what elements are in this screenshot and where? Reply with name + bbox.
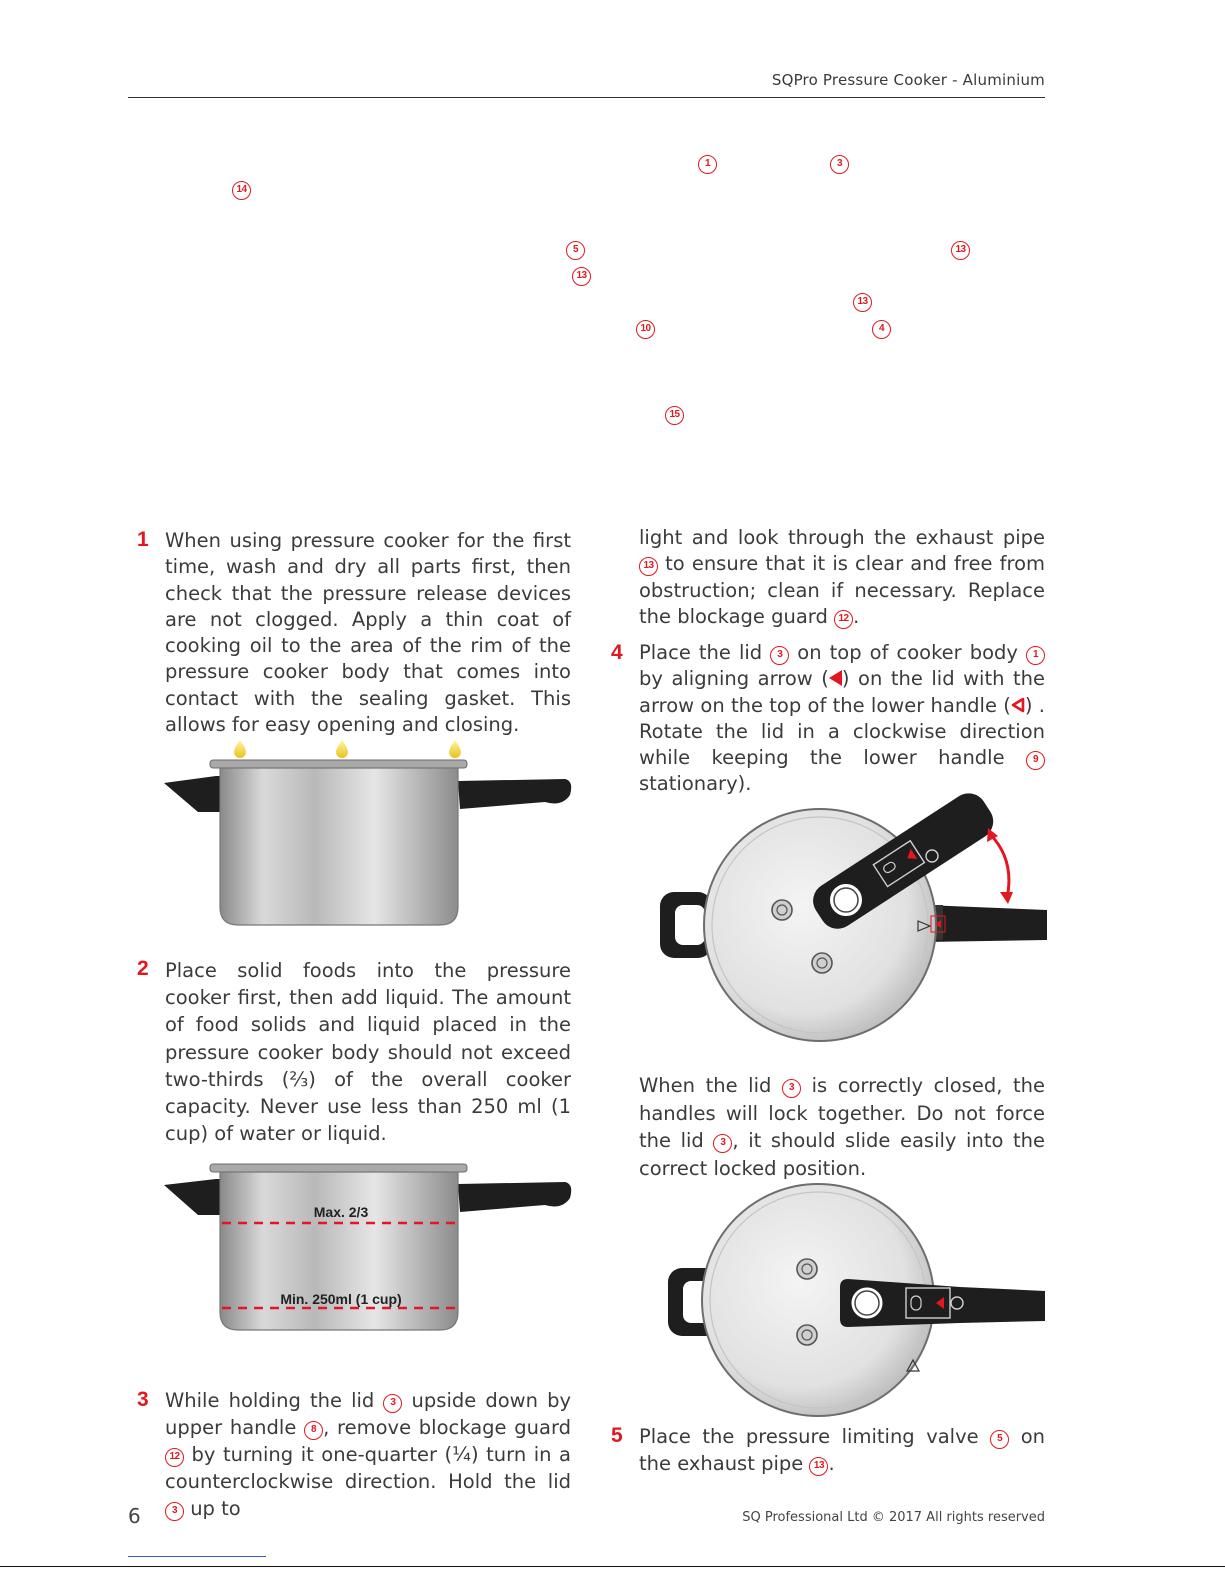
step-number-1: 1: [137, 528, 149, 551]
min-fill-label: Min. 250ml (1 cup): [280, 1291, 402, 1307]
step-5-text-b: on the exhaust pipe: [639, 1425, 1046, 1475]
step-4-text: [639, 640, 1045, 798]
header-title: SQPro Pressure Cooker - Aluminium: [771, 71, 1045, 89]
steam-drop: [336, 740, 348, 758]
step-4-text-e: ) . Rotate the lid in a clockwise direction while keeping the lower handle: [639, 693, 1045, 770]
step-number-3: 3: [137, 1388, 149, 1411]
closed-text-c: , it should slide easily into the correct locked position.: [639, 1129, 1046, 1180]
ref-guard-marker: 12: [834, 610, 853, 629]
max-fill-label: Max. 2/3: [313, 1204, 369, 1220]
ref-body-marker: 1: [1026, 646, 1045, 665]
ref-guard-marker: 12: [165, 1448, 184, 1467]
footer-copyright: SQ Professional Ltd © 2017 All rights reserved: [742, 1510, 1045, 1525]
page-number: 6: [128, 1504, 141, 1528]
bottom-rule: [0, 1566, 1225, 1567]
step-3-text-c: , remove blockage guard: [323, 1416, 571, 1439]
ref-valve-marker: 5: [990, 1430, 1009, 1449]
right-handle: [458, 779, 571, 809]
step-3-continued-text: [639, 525, 1045, 630]
step-3-text-f: light and look through the exhaust pipe: [639, 526, 1045, 549]
ref-pipe-marker: 13: [809, 1457, 828, 1476]
part-marker: 3: [830, 155, 849, 174]
lower-handle: [925, 905, 1047, 942]
part-marker: 15: [665, 406, 684, 425]
fill-level-illustration: [160, 1160, 576, 1340]
ref-lid-marker: 3: [165, 1502, 184, 1521]
left-handle: [164, 776, 222, 812]
ref-lid-marker: 3: [713, 1134, 732, 1153]
part-marker: 13: [853, 293, 872, 312]
steam-drop: [449, 740, 461, 758]
ref-lid-marker: 3: [770, 646, 789, 665]
right-handle: [458, 1182, 571, 1212]
part-marker: 4: [872, 320, 891, 339]
steam-drop: [234, 740, 246, 758]
ref-pipe-marker: 13: [639, 557, 658, 576]
part-marker: 5: [566, 241, 585, 260]
step-5-text-a: Place the pressure limiting valve: [639, 1425, 979, 1448]
step-5-text: [639, 1423, 1045, 1477]
step-1-text: When using pressure cooker for the first time, wash and dry all parts first, then check that the pressure release devices are not clogged. Apply a thin coat of cooking oil to the area of the rim of the pressure cooker body that comes into contact with the sealing gasket. This allows for easy opening and closing.: [165, 529, 571, 737]
ref-lid-marker: 3: [782, 1079, 801, 1098]
step-3-text-b: upside down by upper handle: [165, 1389, 572, 1439]
step-4-text-f: stationary).: [639, 772, 752, 796]
step-number-2: 2: [137, 957, 149, 980]
step-4-text-b: on top of cooker body: [797, 641, 1018, 664]
step-3-text: [165, 1387, 571, 1522]
rotation-arrow-icon: [990, 834, 1009, 898]
step-4-text-c: by aligning arrow (: [639, 667, 829, 691]
outline-arrow-icon: [1011, 694, 1025, 710]
part-marker: 10: [636, 320, 655, 339]
header-rule: [128, 97, 1045, 98]
step-3-text-e: up to: [190, 1497, 241, 1520]
ref-lower-handle-marker: 9: [1026, 751, 1045, 770]
step-3-text-g: to ensure that it is clear and free from obstruction; clean if necessary. Replace the blockage guard: [639, 552, 1045, 628]
ref-upper-handle-marker: 8: [304, 1421, 323, 1440]
step-4-text-a: Place the lid: [639, 641, 763, 664]
cooker-body-illustration: [160, 735, 576, 935]
step-5-text-c: .: [828, 1452, 835, 1475]
step-3-text-a: While holding the lid: [165, 1389, 375, 1412]
step-3-text-d: by turning it one-quarter (¼) turn in a counterclockwise direction. Hold the lid: [165, 1443, 571, 1493]
step-3-text-h: .: [853, 604, 860, 628]
part-marker: 13: [572, 267, 591, 286]
part-marker: 14: [232, 181, 251, 200]
step-number-5: 5: [611, 1424, 623, 1447]
closed-lid-text: [639, 1072, 1045, 1182]
ref-lid-marker: 3: [383, 1394, 402, 1413]
part-marker: 13: [951, 241, 970, 260]
footer-link-underline: [128, 1556, 266, 1557]
lid-rotation-illustration: [655, 780, 1050, 1045]
step-number-4: 4: [611, 641, 623, 664]
locked-lid-illustration: [660, 1183, 1050, 1423]
closed-text-a: When the lid: [639, 1074, 772, 1097]
part-marker: 1: [698, 155, 717, 174]
step-4-text-d: ) on the lid with the arrow on the top of the lower handle (: [639, 667, 1045, 717]
closed-text-b: is correctly closed, the handles will lock together. Do not force the lid: [639, 1074, 1045, 1152]
left-handle: [164, 1179, 222, 1215]
filled-arrow-icon: [829, 670, 842, 686]
step-2-text: Place solid foods into the pressure cooker first, then add liquid. The amount of food solids and liquid placed in the pressure cooker body should not exceed two-thirds (⅔) of the overall cooker capacity. Never use less than 250 ml (1 cup) of water or liquid.: [165, 959, 571, 1146]
